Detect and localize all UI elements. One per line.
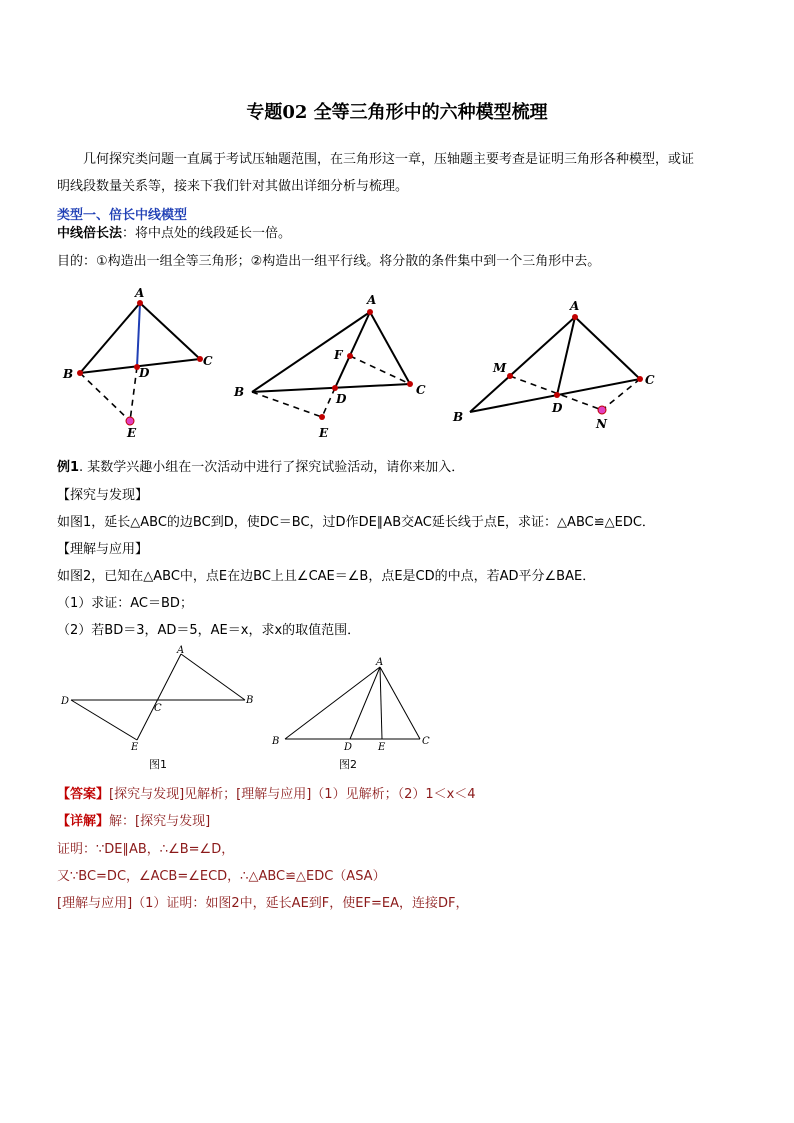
answer-text: [探究与发现]见解析；[理解与应用]（1）见解析；（2）1＜x＜4: [109, 787, 476, 802]
detail-text: 解：[探究与发现]: [109, 814, 211, 829]
answer-line: [57, 783, 476, 802]
fig2-label-E: E: [378, 742, 386, 753]
proof-line-1: 证明：∵DE∥AB，∴∠B=∠D，: [57, 842, 235, 857]
example-text: . 某数学兴趣小组在一次活动中进行了探究试验活动，请你来加入．: [79, 460, 465, 475]
method-label: 中线倍长法: [57, 226, 123, 241]
example-line: [57, 456, 464, 475]
example-head: 例1: [57, 460, 80, 475]
detail-line: [57, 810, 210, 829]
proof-line-2: 又∵BC=DC，∠ACB=∠ECD，∴△ABC≌△EDC（ASA）: [57, 869, 386, 884]
f3-label-B: B: [453, 410, 464, 424]
fig2-label-B: B: [272, 736, 280, 747]
fig1-label-C: C: [154, 703, 162, 714]
figure-median-1: [55, 283, 225, 443]
f1-label-A: A: [135, 286, 145, 300]
f2-label-C: C: [416, 383, 426, 397]
f1-label-C: C: [203, 354, 213, 368]
f1-label-D: D: [139, 366, 150, 380]
figure-median-3: [450, 292, 670, 437]
intro-line-2: 明线段数量关系等，接来下我们针对其做出详细分析与梳理。: [57, 179, 409, 194]
intro-line-1: 几何探究类问题一直属于考试压轴题范围，在三角形这一章，压轴题主要考查是证明三角形各种模型，或证: [83, 152, 695, 167]
fig2-label-C: C: [422, 736, 430, 747]
f2-label-B: B: [234, 385, 245, 399]
page-title: 专题02 全等三角形中的六种模型梳理: [246, 102, 548, 123]
fig1-label-D: D: [61, 696, 70, 707]
caption-figure-1: 图1: [149, 758, 167, 771]
section-explore: 【探究与发现】: [57, 488, 149, 503]
fig2-label-A: A: [376, 657, 384, 668]
section-apply: 【理解与应用】: [57, 542, 149, 557]
question-1: （1）求证：AC＝BD；: [57, 596, 193, 611]
f3-label-D: D: [552, 401, 563, 415]
f3-label-N: N: [596, 417, 607, 431]
f2-label-A: A: [367, 293, 377, 307]
f3-label-C: C: [645, 373, 655, 387]
method-text: ：将中点处的线段延长一倍。: [122, 226, 292, 241]
purpose-line: 目的：①构造出一组全等三角形；②构造出一组平行线。将分散的条件集中到一个三角形中去。: [57, 254, 601, 269]
fig1-label-E: E: [131, 742, 139, 753]
type1-heading: 类型一、倍长中线模型: [57, 208, 188, 223]
question-2: （2）若BD＝3，AD＝5，AE＝x，求x的取值范围．: [57, 623, 361, 638]
f2-label-D: D: [336, 392, 347, 406]
f2-label-E: E: [319, 426, 329, 440]
method-line: [57, 222, 291, 241]
figure-1: [57, 645, 267, 755]
detail-tag: 【详解】: [57, 814, 110, 829]
f3-label-M: M: [493, 361, 507, 375]
fig2-label-D: D: [344, 742, 353, 753]
f3-label-A: A: [570, 299, 580, 313]
caption-figure-2: 图2: [339, 758, 357, 771]
figure-2: [268, 655, 438, 753]
f1-label-E: E: [127, 426, 137, 440]
answer-tag: 【答案】: [57, 787, 110, 802]
explore-text: 如图1，延长△ABC的边BC到D，使DC＝BC，过D作DE∥AB交AC延长线于点E，求证：△ABC≌△EDC．: [57, 515, 655, 530]
f1-label-B: B: [63, 367, 74, 381]
fig1-label-A: A: [177, 645, 185, 656]
fig1-label-B: B: [246, 695, 254, 706]
f2-label-F: F: [334, 348, 343, 362]
apply-text: 如图2，已知在△ABC中，点E在边BC上且∠CAE＝∠B，点E是CD的中点，若AD平分∠BAE．: [57, 569, 596, 584]
figure-median-2: [230, 290, 430, 445]
proof-line-3: [理解与应用]（1）证明：如图2中，延长AE到F，使EF=EA，连接DF，: [57, 896, 469, 911]
